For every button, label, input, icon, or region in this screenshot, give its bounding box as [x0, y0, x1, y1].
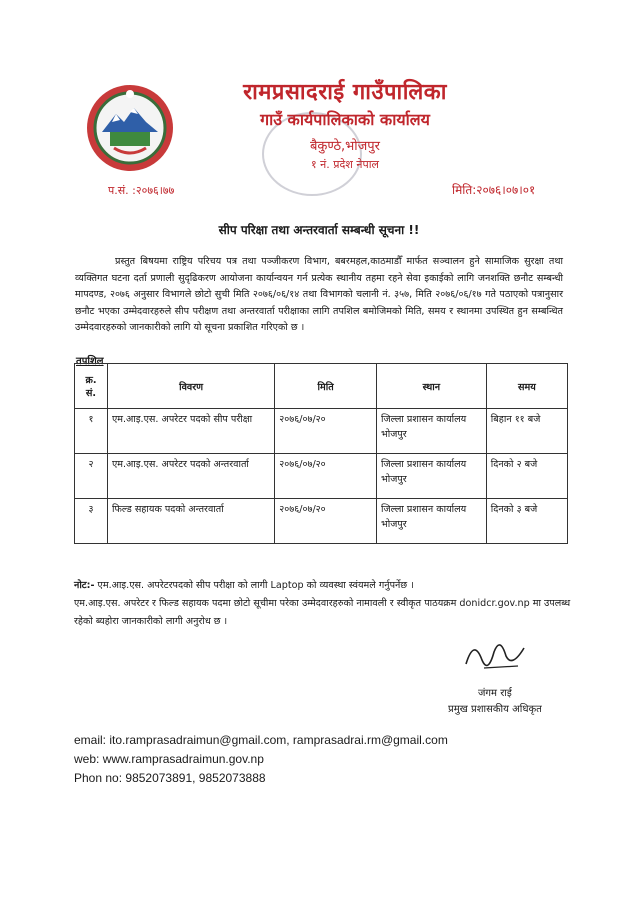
row-time: दिनको २ बजे [486, 454, 567, 499]
row-place: जिल्ला प्रशासन कार्यालय भोजपुर [376, 499, 486, 544]
web-value[interactable]: www.ramprasadraimun.gov.np [102, 752, 264, 766]
row-date: २०७६/०७/२० [275, 409, 377, 454]
table-row [75, 454, 568, 499]
schedule-label: तपशिल [76, 356, 104, 367]
note-label: नोट:- [74, 580, 95, 591]
row-date: २०७६/०७/२० [275, 499, 377, 544]
row-serial: २ [75, 454, 108, 499]
row-time: बिहान ११ बजे [486, 409, 567, 454]
note-line-1 [74, 577, 574, 595]
row-place: जिल्ला प्रशासन कार्यालय भोजपुर [376, 454, 486, 499]
contact-phone [74, 769, 594, 788]
notice-date: मिति:२०७६।०७।०१ [452, 183, 536, 197]
email-value[interactable]: ito.ramprasadraimun@gmail.com, ramprasadrai.rm@gmail.com [109, 733, 448, 747]
reference-number: प.सं. :२०७६।७७ [108, 184, 175, 197]
office-name: रामप्रसादराई गाउँपालिका [243, 80, 447, 105]
signature-mark [460, 630, 530, 675]
schedule-table [74, 363, 568, 544]
office-subtitle: गाउँ कार्यपालिकाको कार्यालय [260, 110, 430, 129]
row-serial: ३ [75, 499, 108, 544]
row-serial: १ [75, 409, 108, 454]
office-province: १ नं. प्रदेश नेपाल [310, 158, 380, 171]
row-description: एम.आइ.एस. अपरेटर पदको अन्तरवार्ता [107, 454, 274, 499]
notice-body [75, 254, 563, 337]
row-date: २०७६/०७/२० [275, 454, 377, 499]
note-line-2: एम.आइ.एस. अपरेटर र फिल्ड सहायक पदमा छोटो सूचीमा परेका उम्मेदवारहरुको नामावली र स्वीकृत पाठयक्रम donidcr.gov.np मा उपलब्ध रहेको ब्यहोरा जानकारीको लागी अनुरोध छ । [74, 598, 571, 627]
phone-label: Phon no: [74, 771, 123, 785]
row-description: एम.आइ.एस. अपरेटर पदको सीप परीक्षा [107, 409, 274, 454]
phone-value: 9852073891, 9852073888 [125, 771, 266, 785]
body-paragraph: प्रस्तुत बिषयमा राष्ट्रिय परिचय पत्र तथा पञ्जीकरण विभाग, बबरमहल,काठमाडौँ मार्फत सञ्चालन हुने सामाजिक सुरक्षा तथा व्यक्तिगत घटना दर्ता प्रणाली सुदृढिकरण आयोजना कार्यान्वयन गर्न प्रत्येक स्थानीय तहमा रहने सेवा इकाईको लागि जनशक्ति छनौट सम्बन्धी मापदण्ड, २०७६ अनुसार विभागले छोटो सुची मिति २०७६/०६/१४ तथा विभागको चलानी नं. ३५७, मिति २०७६/०६/१७ गते पठाएको पत्रानुसार छनौट भएका उम्मेदवारहरुले सीप परीक्षण तथा अन्तरवार्ता परीक्षाका लागि तपशिल बमोजिमको मिति, समय र स्थानमा उपस्थित हुन सम्बन्धित उम्मेदवारहरुको जानकारीको लागि यो सूचना प्रकाशित गरिएको छ । [75, 256, 563, 334]
notice-subject: सीप परिक्षा तथा अन्तरवार्ता सम्बन्धी सूचना !! [218, 223, 420, 237]
header-time: समय [486, 364, 567, 409]
header-description: विवरण [107, 364, 274, 409]
email-label: email: [74, 733, 107, 747]
table-row [75, 499, 568, 544]
header-serial: क्र. सं. [75, 364, 108, 409]
table-row [75, 409, 568, 454]
signatory-title: प्रमुख प्रशासकीय अधिकृत [448, 704, 542, 715]
contact-email [74, 731, 594, 750]
header-place: स्थान [376, 364, 486, 409]
signatory-name: जंगम राई [478, 688, 512, 699]
office-place: बैकुण्ठे,भोजपुर [310, 139, 380, 154]
row-place: जिल्ला प्रशासन कार्यालय भोजपुर [376, 409, 486, 454]
nepal-emblem-icon [84, 82, 176, 174]
contact-block [74, 731, 594, 788]
contact-web [74, 750, 594, 769]
web-label: web: [74, 752, 100, 766]
note-text-1: एम.आइ.एस. अपरेटरपदको सीप परीक्षा को लागी Laptop को व्यवस्था स्वंयमले गर्नुपर्नेछ । [97, 580, 414, 591]
header-date: मिति [275, 364, 377, 409]
notice-note [74, 577, 574, 631]
row-description: फिल्ड सहायक पदको अन्तरवार्ता [107, 499, 274, 544]
row-time: दिनको ३ बजे [486, 499, 567, 544]
table-header-row [75, 364, 568, 409]
